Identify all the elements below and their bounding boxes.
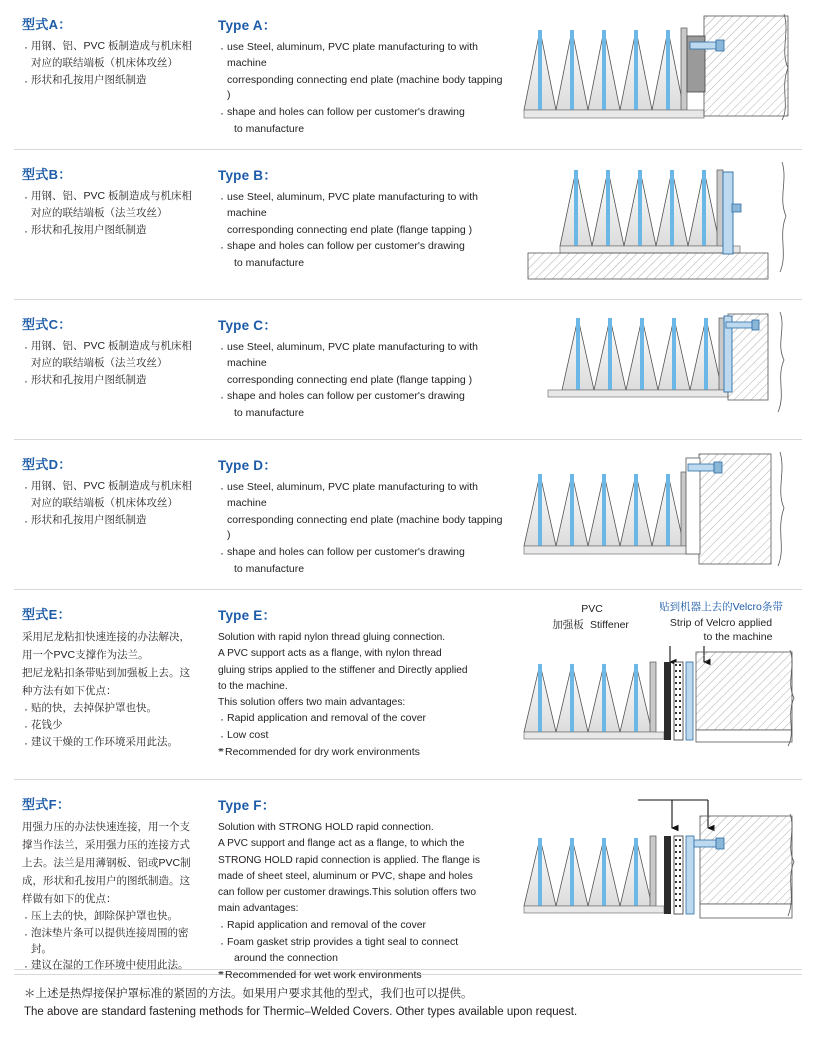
type-d-chinese-column — [14, 440, 214, 541]
list-item: · shape and holes can follow per customer's drawing — [218, 389, 506, 405]
type-e-english-column — [214, 590, 514, 774]
list-item: corresponding connecting end plate (flange tapping ) — [227, 223, 473, 236]
paragraph: 样做有如下的优点： — [22, 893, 117, 905]
type-b-diagram — [518, 160, 798, 280]
list-item: · shape and holes can follow per customer's drawing — [218, 105, 506, 121]
list-item: 对应的联结端板（法兰攻丝） — [31, 206, 168, 219]
type-c-chinese-column — [14, 300, 214, 401]
type-f-figure — [514, 780, 808, 956]
list-item: · 形状和孔按用户图纸制造 — [22, 373, 206, 389]
paragraph: 用强力压的办法快速连接，用一个支 — [22, 821, 190, 833]
type-e-chinese-bullets — [22, 701, 206, 750]
list-item: · Rapid application and removal of the cover — [218, 918, 506, 934]
list-item: to manufacture — [234, 122, 305, 135]
type-c-chinese-title: 型式C： — [22, 317, 72, 332]
list-item: · 建议干燥的工作环境采用此法。 — [22, 735, 206, 751]
type-a-english-column — [214, 0, 514, 151]
type-f-diagram — [518, 796, 804, 946]
list-item: corresponding connecting end plate (flange tapping ) — [227, 373, 473, 386]
type-e-figure — [514, 590, 802, 785]
type-f-english-title: Type F： — [218, 798, 276, 813]
type-d-figure — [514, 440, 802, 580]
paragraph: 把尼龙粘扣条带贴到加强板上去。这 — [22, 667, 190, 679]
type-b-english-title: Type B： — [218, 168, 277, 183]
footer-note-chinese: ＊上述是热焊接保护罩标准的紧固的方法。如果用户要求其他的型式，我们也可以提供。 — [24, 988, 473, 1000]
type-e-velcro-label-cn: 贴到机器上去的Velcro条带 — [659, 601, 783, 613]
paragraph: STRONG HOLD rapid connection is applied. The flange is — [218, 854, 480, 866]
list-item: · use Steel, aluminum, PVC plate manufacturing to with machine — [218, 40, 506, 72]
type-f-chinese-title: 型式F： — [22, 797, 71, 812]
list-item: 对应的联结端板（机床体攻丝） — [31, 496, 178, 509]
type-e-chinese-title: 型式E： — [22, 607, 71, 622]
list-item: · 形状和孔按用户图纸制造 — [22, 513, 206, 529]
type-f-english-bullets — [218, 918, 506, 984]
paragraph: A PVC support acts as a flange, with nylon thread — [218, 648, 442, 660]
list-item: · 形状和孔按用户图纸制造 — [22, 73, 206, 89]
list-item: * * Recommended for dry work environments — [218, 745, 506, 761]
type-b-chinese-bullets — [22, 189, 206, 238]
type-c-figure — [514, 300, 802, 430]
type-a-english-bullets — [218, 40, 506, 138]
type-a-english-title: Type A： — [218, 18, 277, 33]
type-e-english-title: Type E： — [218, 608, 277, 623]
type-d-chinese-bullets — [22, 479, 206, 528]
type-a-diagram — [518, 10, 798, 130]
list-item: · 压上去的快，卸除保护罩也快。 — [22, 909, 206, 925]
list-item: corresponding connecting end plate (machine body tapping ) — [227, 73, 503, 102]
list-item: * * Recommended for wet work environments — [218, 968, 506, 984]
type-e-figure-inner — [518, 600, 798, 775]
type-b-chinese-column — [14, 150, 214, 251]
type-d-english-bullets — [218, 480, 506, 578]
paragraph: 上去。法兰是用薄钢板、铝或PVC制 — [22, 857, 191, 869]
type-e-chinese-column — [14, 590, 214, 763]
list-item: · use Steel, aluminum, PVC plate manufacturing to with machine — [218, 190, 506, 222]
type-e-pvc-label-en: PVC — [581, 603, 603, 615]
paragraph: gluing strips applied to the stiffener and Directly applied — [218, 664, 468, 676]
list-item: to manufacture — [234, 407, 305, 419]
paragraph: to the machine. — [218, 680, 288, 692]
type-b-english-bullets — [218, 190, 506, 272]
list-item: · 泡沫垫片条可以提供连接周围的密封。 — [22, 926, 206, 958]
list-item: · 建议在湿的工作环境中使用此法。 — [22, 958, 206, 974]
paragraph: This solution offers two main advantages: — [218, 697, 406, 709]
type-f-english-column — [214, 780, 514, 997]
type-row-f — [14, 780, 802, 982]
footer-note-english: The above are standard fastening methods for Thermic–Welded Covers. Other types available upon request. — [24, 1006, 578, 1019]
type-e-velcro-label-en2: to the machine — [703, 631, 773, 643]
list-item: · Low cost — [218, 728, 506, 744]
type-c-diagram — [518, 310, 798, 420]
list-item: · shape and holes can follow per customer's drawing — [218, 545, 506, 561]
list-item: around the connection — [234, 952, 338, 965]
type-e-english-bullets — [218, 711, 506, 760]
type-a-figure — [514, 0, 802, 140]
type-c-english-bullets — [218, 340, 506, 422]
paragraph: 种方法有如下优点： — [22, 685, 117, 697]
type-row-a — [14, 0, 802, 150]
type-f-chinese-bullets — [22, 909, 206, 974]
type-c-english-column — [214, 300, 514, 435]
type-f-chinese-body — [22, 819, 206, 908]
type-row-e — [14, 590, 802, 780]
list-item: · use Steel, aluminum, PVC plate manufacturing to with machine — [218, 480, 506, 512]
type-e-diagram — [518, 646, 804, 774]
list-item: to manufacture — [234, 257, 305, 269]
list-item: · 花钱少 — [22, 718, 206, 734]
list-item: · shape and holes can follow per customer's drawing — [218, 239, 506, 255]
type-b-chinese-title: 型式B： — [22, 167, 72, 182]
type-row-b — [14, 150, 802, 300]
type-d-english-title: Type D： — [218, 458, 277, 473]
paragraph: 撑当作法兰，采用强力压的连接方式 — [22, 839, 190, 851]
list-item: · 贴的快，去掉保护罩也快。 — [22, 701, 206, 717]
type-f-chinese-column — [14, 780, 214, 987]
paragraph: A PVC support and flange act as a flange, to which the — [218, 838, 465, 850]
list-item: · 用钢、铝、PVC 板制造成与机床相 — [22, 479, 206, 495]
paragraph: 用一个PVC支撑作为法兰。 — [22, 649, 149, 661]
type-e-pvc-label-cn: 加强板 — [552, 619, 584, 631]
list-item: · Foam gasket strip provides a tight seal to connect — [218, 935, 506, 951]
paragraph: made of sheet steel, aluminum or PVC, shape and holes — [218, 870, 473, 882]
list-item: 对应的联结端板（机床体攻丝） — [31, 56, 178, 69]
type-a-chinese-column — [14, 0, 214, 101]
type-e-english-body — [218, 630, 506, 710]
type-d-chinese-title: 型式D： — [22, 457, 72, 472]
type-d-diagram — [518, 450, 798, 570]
paragraph: main advantages: — [218, 903, 299, 915]
list-item: · 形状和孔按用户图纸制造 — [22, 223, 206, 239]
type-e-chinese-body — [22, 629, 206, 700]
list-item: to manufacture — [234, 562, 305, 575]
list-item: corresponding connecting end plate (machine body tapping ) — [227, 513, 503, 542]
type-e-stiffener-label: Stiffener — [590, 619, 629, 631]
paragraph: Solution with STRONG HOLD rapid connection. — [218, 822, 434, 833]
list-item: · use Steel, aluminum, PVC plate manufacturing to with machine — [218, 340, 506, 372]
paragraph: can follow per customer drawings.This solution offers two — [218, 887, 477, 899]
type-c-chinese-bullets — [22, 339, 206, 388]
type-e-velcro-label-en1: Strip of Velcro applied — [669, 617, 773, 629]
list-item: 对应的联结端板（法兰攻丝） — [31, 356, 168, 369]
type-a-chinese-title: 型式A： — [22, 17, 72, 32]
type-d-english-column — [214, 440, 514, 591]
type-a-chinese-bullets — [22, 39, 206, 88]
type-c-english-title: Type C： — [218, 318, 277, 333]
type-b-english-column — [214, 150, 514, 285]
type-f-english-body — [218, 820, 506, 917]
type-row-d — [14, 440, 802, 590]
paragraph: Solution with rapid nylon thread gluing connection. — [218, 632, 446, 643]
type-b-figure — [514, 150, 802, 290]
paragraph: 采用尼龙粘扣快速连接的办法解决， — [22, 631, 190, 643]
list-item: · Rapid application and removal of the cover — [218, 711, 506, 727]
list-item: · 用钢、铝、PVC 板制造成与机床相 — [22, 339, 206, 355]
list-item: · 用钢、铝、PVC 板制造成与机床相 — [22, 189, 206, 205]
paragraph: 成，形状和孔按用户的图纸制造。这 — [22, 875, 190, 887]
list-item: · 用钢、铝、PVC 板制造成与机床相 — [22, 39, 206, 55]
type-row-c — [14, 300, 802, 440]
